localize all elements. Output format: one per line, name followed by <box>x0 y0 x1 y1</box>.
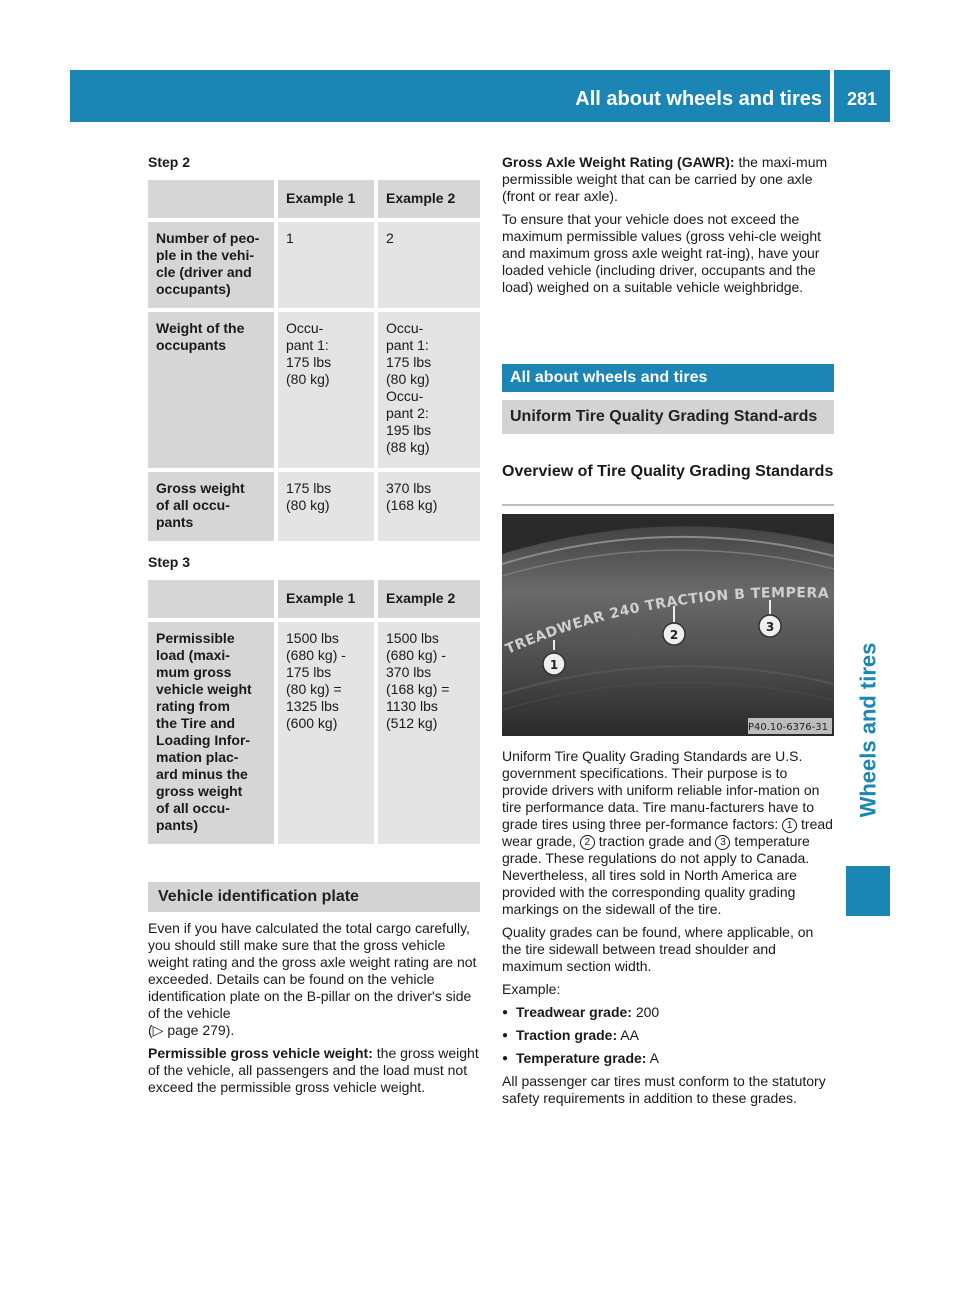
heading-rule <box>502 504 834 506</box>
text-span: tread wear grade, <box>502 816 833 849</box>
term-label: Permissible gross vehicle weight: <box>148 1045 373 1061</box>
callout-3: 3 <box>765 620 775 634</box>
table-header-cell: Example 2 <box>374 180 480 218</box>
term-label: Temperature grade: <box>516 1050 647 1066</box>
paragraph: All passenger car tires must conform to the statutory safety requirements in addition to these grades. <box>502 1073 826 1106</box>
table-cell: Occu- pant 1: 175 lbs (80 kg) <box>274 308 374 468</box>
step3-label: Step 3 <box>148 554 191 570</box>
table-row <box>148 218 480 308</box>
table-header-cell: Example 1 <box>274 180 374 218</box>
subsection-banner: Uniform Tire Quality Grading Stand-ards <box>502 400 834 434</box>
table-cell: 1500 lbs (680 kg) - 370 lbs (168 kg) = 1130 lbs (512 kg) <box>374 618 480 844</box>
section-banner: All about wheels and tires <box>502 364 834 392</box>
table-row <box>148 618 480 844</box>
table-cell: 175 lbs (80 kg) <box>274 468 374 541</box>
term-value: AA <box>617 1027 639 1043</box>
table-cell: 370 lbs (168 kg) <box>374 468 480 541</box>
row-header-cell: Number of peo- ple in the vehi- cle (driver and occupants) <box>148 218 274 308</box>
table-header-cell: Example 2 <box>374 580 480 618</box>
term-text: the gross weight of the vehicle, all passengers and the load must not exceed the permissible gross vehicle weight. <box>148 1045 479 1095</box>
paragraph <box>502 154 834 205</box>
paragraph <box>502 748 834 918</box>
callout-ref-1: 1 <box>782 818 797 833</box>
sidewall-text: TREADWEAR 240 TRACTION B TEMPERA <box>503 585 829 658</box>
step2-table <box>148 180 480 541</box>
vehicle-plate-body <box>148 920 480 1102</box>
vehicle-plate-heading: Vehicle identification plate <box>148 882 480 912</box>
tire-sidewall-svg <box>502 514 834 736</box>
page-number: 281 <box>834 70 890 122</box>
row-header-cell: Permissible load (maxi- mum gross vehicle weight rating from the Tire and Loading Infor- mation plac- ard minus the gross weight of all occu- pants) <box>148 618 274 844</box>
table-row <box>148 308 480 468</box>
paragraph: Quality grades can be found, where applicable, on the tire sidewall between tread shoulder and maximum section width. <box>502 924 814 974</box>
text-span: traction grade and <box>594 833 716 849</box>
term-value: 200 <box>631 1004 660 1020</box>
table-header-row <box>148 180 480 218</box>
term-label: Traction grade: <box>516 1027 618 1043</box>
table-header-cell: Example 1 <box>274 580 374 618</box>
callout-ref-2: 2 <box>580 835 595 850</box>
term-label: Gross Axle Weight Rating (GAWR): <box>502 154 735 170</box>
table-cell: Occu- pant 1: 175 lbs (80 kg) Occu- pant 2: 195 lbs (88 kg) <box>374 308 480 468</box>
list-item <box>502 1004 834 1021</box>
table-header-cell <box>148 180 274 218</box>
callout-1: 1 <box>549 658 559 672</box>
side-tab-marker <box>846 866 890 916</box>
term-label: Treadwear grade: <box>516 1004 632 1020</box>
vehicle-plate-text: Even if you have calculated the total cargo carefully, you should still make sure that the gross vehicle weight rating and the gross axle weight rating are not exceeded. Details can be found on the vehicle identification plate on the B-pillar on the driver's side of the vehicle <box>148 920 477 1021</box>
term-text: the maxi-mum permissible weight that can be carried by one axle (front or rear axle). <box>502 154 828 204</box>
utqg-body <box>502 748 834 1113</box>
side-tab-label: Wheels and tires <box>855 642 881 818</box>
step2-label: Step 2 <box>148 154 191 170</box>
text-span: Uniform Tire Quality Grading Standards are U.S. government specifications. Their purpose is to provide drivers with uniform reliable infor-mation on tire performance data. Tire manu-facturers have to grade tires using three per-formance factors: <box>502 748 820 832</box>
callout-ref-3: 3 <box>715 835 730 850</box>
gawr-section <box>502 154 834 302</box>
paragraph: To ensure that your vehicle does not exceed the maximum permissible values (gross vehi-cle weight and maximum gross axle weight rat-ing), have your loaded vehicle (including driver, occupants and the load) weighed on a suitable vehicle weighbridge. <box>502 211 821 295</box>
text-span: temperature grade. These regulations do not apply to Canada. Nevertheless, all tires sold in North America are provided with the corresponding quality grading markings on the sidewall of the tire. <box>502 833 810 917</box>
list-item <box>502 1027 834 1044</box>
table-cell: 1500 lbs (680 kg) - 175 lbs (80 kg) = 1325 lbs (600 kg) <box>274 618 374 844</box>
example-label: Example: <box>502 981 561 997</box>
term-value: A <box>646 1050 659 1066</box>
page-reference-link[interactable]: (▷ page 279). <box>148 1022 235 1038</box>
side-tab[interactable] <box>846 600 890 860</box>
table-row <box>148 468 480 541</box>
list-item <box>502 1050 834 1067</box>
step3-table <box>148 580 480 844</box>
paragraph <box>148 920 480 1039</box>
paragraph <box>148 1045 480 1096</box>
page-title: All about wheels and tires <box>575 88 822 110</box>
row-header-cell: Gross weight of all occu- pants <box>148 468 274 541</box>
overview-heading: Overview of Tire Quality Grading Standards <box>502 463 834 480</box>
tire-sidewall-image <box>502 514 834 736</box>
callout-2: 2 <box>669 628 679 642</box>
table-header-row <box>148 580 480 618</box>
table-header-cell <box>148 580 274 618</box>
row-header-cell: Weight of the occupants <box>148 308 274 468</box>
grade-list <box>502 1004 834 1067</box>
image-ref-code: P40.10-6376-31 <box>747 722 828 733</box>
table-cell: 1 <box>274 218 374 308</box>
table-cell: 2 <box>374 218 480 308</box>
